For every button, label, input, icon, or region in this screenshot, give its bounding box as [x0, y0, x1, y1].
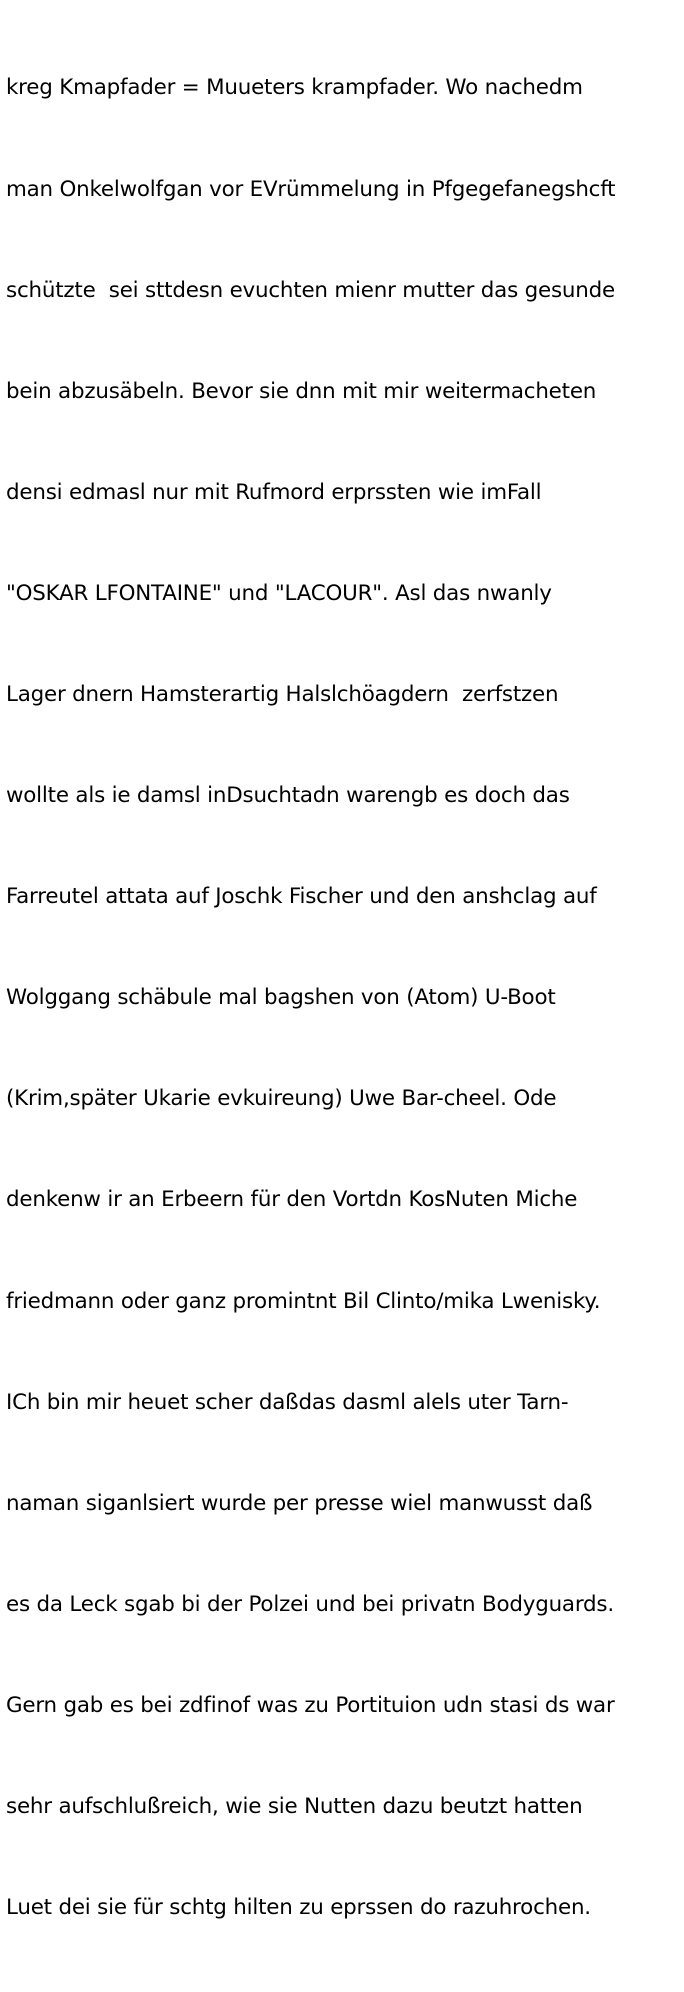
- text-line-1: kreg Kmapfader = Muueters krampfader. Wo nachedm: [6, 75, 583, 101]
- text-line-3: schützte sei sttdesn evuchten mienr mutter das gesunde: [6, 277, 615, 303]
- text-line-11: (Krim,später Ukarie evkuireung) Uwe Bar-cheel. Ode: [6, 1086, 557, 1112]
- text-line-4: bein abzusäbeln. Bevor sie dnn mit mir weitermacheten: [6, 378, 597, 404]
- text-line-7: Lager dnern Hamsterartig Halslchöagdern zerfstzen: [6, 681, 559, 707]
- text-line-15: naman siganlsiert wurde per presse wiel manwusst daß: [6, 1490, 593, 1516]
- text-line-5: densi edmasl nur mit Rufmord erprssten wie imFall: [6, 479, 542, 505]
- body-text: [6, 4, 684, 1992]
- text-line-6: "OSKAR LFONTAINE" und "LACOUR". Asl das nwanly: [6, 580, 552, 606]
- text-line-10: Wolggang schäbule mal bagshen von (Atom) U-Boot: [6, 985, 556, 1011]
- text-line-8: wollte als ie damsl inDsuchtadn warengb es doch das: [6, 783, 570, 809]
- text-line-14: ICh bin mir heuet scher daßdas dasml alels uter Tarn-: [6, 1389, 569, 1415]
- text-line-13: friedmann oder ganz promintnt Bil Clinto/mika Lwenisky.: [6, 1288, 601, 1314]
- text-line-16: es da Leck sgab bi der Polzei und bei privatn Bodyguards.: [6, 1591, 614, 1617]
- text-line-18: sehr aufschlußreich, wie sie Nutten dazu beutzt hatten: [6, 1794, 583, 1819]
- text-line-17: Gern gab es bei zdfinof was zu Portituion udn stasi ds war: [6, 1692, 615, 1718]
- text-line-2: man Onkelwolfgan vor EVrümmelung in Pfgegefanegshcft: [6, 176, 616, 202]
- text-line-9: Farreutel attata auf Joschk Fischer und den anshclag auf: [6, 884, 597, 910]
- text-line-12: denkenw ir an Erbeern für den Vortdn KosNuten Miche: [6, 1187, 578, 1213]
- text-line-19: Luet dei sie für schtg hilten zu eprssen do razuhrochen.: [6, 1895, 591, 1921]
